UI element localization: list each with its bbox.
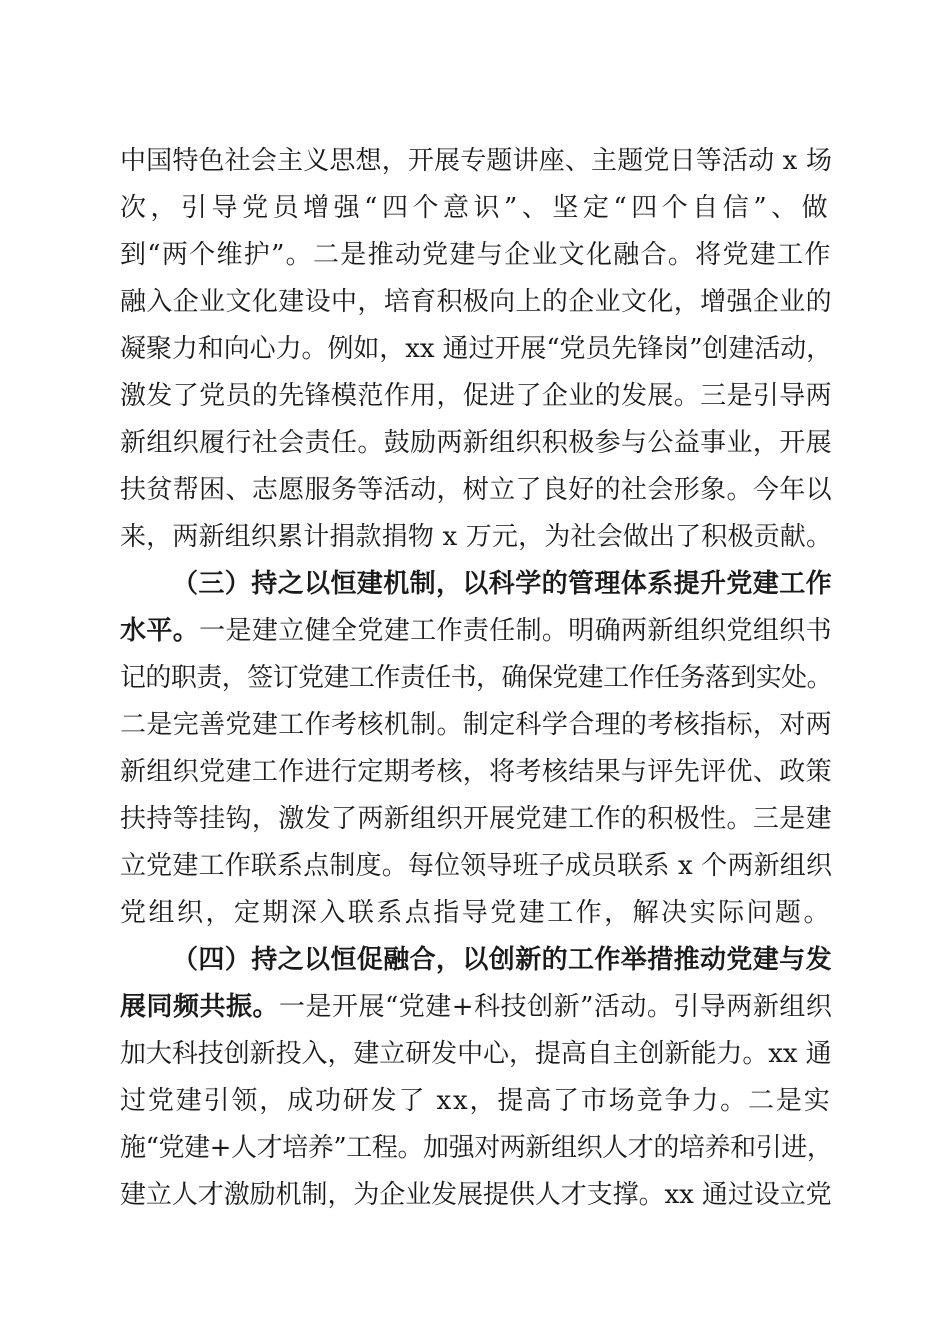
section4-heading: （四）持之以恒促融合，以创新的工作举措推动党建与发: [172, 945, 832, 975]
section4-heading-cont: 展同频共振。: [120, 992, 280, 1022]
section3-line-4: 二是完善党建工作考核机制。制定科学合理的考核指标，对两: [120, 710, 832, 740]
body-line-7: 新组织履行社会责任。鼓励两新组织积极参与公益事业，开展: [120, 428, 832, 458]
section3-heading-cont: 水平。: [120, 616, 200, 646]
section3-line-5: 新组织党建工作进行定期考核，将考核结果与评先评优、政策: [120, 757, 832, 787]
section3-line-6: 扶持等挂钩，激发了两新组织开展党建工作的积极性。三是建: [120, 804, 832, 834]
body-line-1: 中国特色社会主义思想，开展专题讲座、主题党日等活动 x 场: [120, 146, 832, 176]
section4-line-4: 过党建引领，成功研发了 xx，提高了市场竞争力。二是实: [120, 1086, 832, 1116]
section3-heading: （三）持之以恒建机制，以科学的管理体系提升党建工作: [172, 569, 832, 599]
body-line-9: 来，两新组织累计捐款捐物 x 万元，为社会做出了积极贡献。: [120, 522, 832, 552]
body-line-2: 次，引导党员增强“四个意识”、坚定“四个自信”、做: [120, 193, 832, 223]
section4-line-5: 施“党建+人才培养”工程。加强对两新组织人才的培养和引进，: [120, 1133, 832, 1163]
section3-line-7: 立党建工作联系点制度。每位领导班子成员联系 x 个两新组织: [120, 851, 832, 881]
section3-line-2-text: 一是建立健全党建工作责任制。明确两新组织党组织书: [199, 616, 832, 646]
body-line-8: 扶贫帮困、志愿服务等活动，树立了良好的社会形象。今年以: [120, 475, 832, 505]
body-line-3: 到“两个维护”。二是推动党建与企业文化融合。将党建工作: [120, 240, 832, 270]
body-line-5: 凝聚力和向心力。例如，xx 通过开展“党员先锋岗”创建活动，: [120, 334, 832, 364]
section4-line-2: [120, 992, 832, 1022]
section3-line-2: [120, 616, 832, 646]
section4-line-6: 建立人才激励机制，为企业发展提供人才支撑。xx 通过设立党: [120, 1180, 832, 1210]
body-line-4: 融入企业文化建设中，培育积极向上的企业文化，增强企业的: [120, 287, 832, 317]
section3-line-3: 记的职责，签订党建工作责任书，确保党建工作任务落到实处。: [120, 663, 832, 693]
section3-line-8: 党组织，定期深入联系点指导党建工作，解决实际问题。: [120, 898, 832, 928]
body-line-6: 激发了党员的先锋模范作用，促进了企业的发展。三是引导两: [120, 381, 832, 411]
section4-line-3: 加大科技创新投入，建立研发中心，提高自主创新能力。xx 通: [120, 1039, 832, 1069]
section4-line-2-text: 一是开展“党建+科技创新”活动。引导两新组织: [279, 992, 832, 1022]
